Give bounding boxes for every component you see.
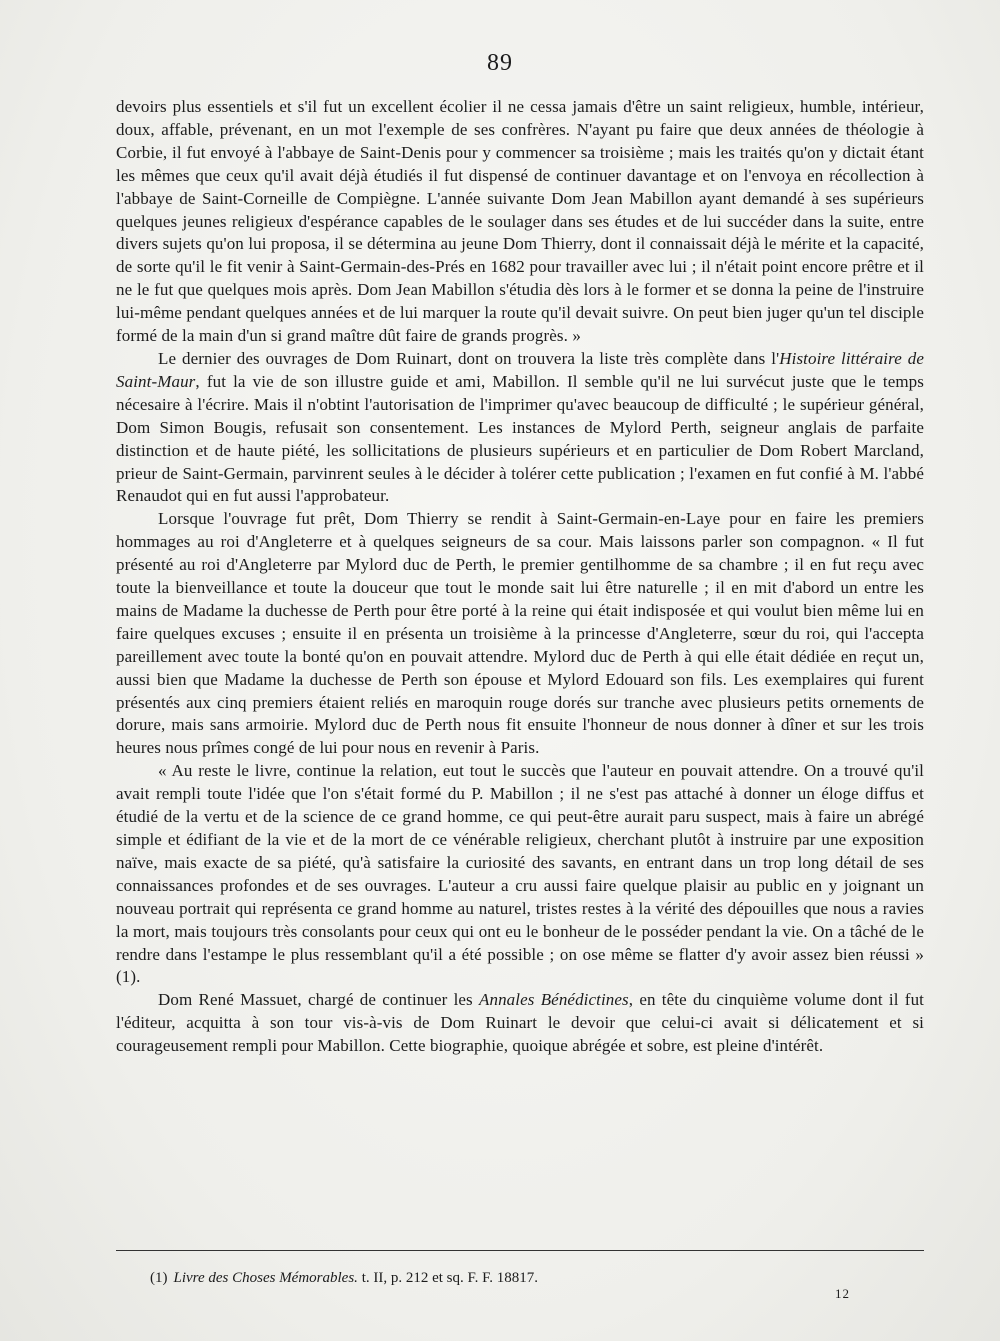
paragraph-text: « Au reste le livre, continue la relation, eut tout le succès que l'auteur en pouvait attendre. On a trouvé qu'il avait rempli toute l'idée que l'on s'était formé du P. Mabillon ; il ne s'est pas attaché à donner un éloge diffus et étudié de la vertu et de la science de ce grand homme, ce qui peut-être aurait paru suspect, mais à faire un abrégé simple et édifiant de la vie et de la mort de ce vénérable religieux, cherchant plutôt à instruire par une exposition naïve, mais exacte de sa piété, qu'à satisfaire la curiosité des savants, en entrant dans un trop long détail de ses connaissances profondes et de ses ouvrages. L'auteur a cru aussi faire quelque plaisir au public en y joignant un nouveau portrait qui représenta ce grand homme au naturel, tristes restes à la vérité des dépouilles que nous a ravies la mort, mais toujours très consolants pour ceux qui ont eu le bonheur de le posséder pendant la vie. On a tâché de le rendre dans l'estampe le plus ressemblant qu'il a été possible ; on ose même se flatter d'y avoir assez bien réussi » (1).: [116, 761, 924, 987]
paragraph-text: Le dernier des ouvrages de Dom Ruinart, dont on trouvera la liste très complète dans l': [158, 348, 780, 368]
paragraph-text: , en tête du cinquième volume dont il fut l'éditeur, acquitta à son tour vis-à-vis de Dom Ruinart le devoir que celui-ci avait si délicatement et si courageusement rempli pour Mabillon. Cette biographie, quoique abrégée et sobre, est pleine d'intérêt.: [116, 990, 924, 1056]
paragraph-2: [116, 348, 924, 508]
footnote-rule: [116, 1250, 924, 1251]
page-number: 89: [487, 50, 513, 76]
paragraph-4: [116, 760, 924, 989]
paragraph-3: [116, 508, 924, 760]
paragraph-5: [116, 989, 924, 1058]
footnote-reference: t. II, p. 212 et sq. F. F. 18817.: [357, 1270, 539, 1286]
paragraph-text: , fut la vie de son illustre guide et ami, Mabillon. Il semble qu'il ne lui survécut juste que le temps nécesaire à l'écrire. Mais il n'obtint l'autorisation de l'imprimer qu'avec beaucoup de difficulté ; le supérieur général, Dom Simon Bougis, refusait son consentement. Les instances de Mylord Perth, seigneur anglais de parfaite distinction et de haute piété, les sollicitations de plusieurs supérieurs et en particulier de Dom Robert Marcland, prieur de Saint-Germain, parvinrent seules à le décider à tolérer cette publication ; l'examen en fut confié à M. l'abbé Renaudot qui en fut aussi l'approbateur.: [116, 371, 924, 506]
book-title-histoire: Histoire littéraire de Saint-Maur: [116, 348, 924, 391]
paragraph-text: Dom René Massuet, chargé de continuer les: [158, 990, 479, 1010]
body-text: [116, 96, 924, 1058]
paragraph-text: Lorsque l'ouvrage fut prêt, Dom Thierry se rendit à Saint-Germain-en-Laye pour en faire les premiers hommages au roi d'Angleterre et à quelques seigneurs de sa cour. Mais laissons parler son compagnon. « Il fut présenté au roi d'Angleterre par Mylord duc de Perth, le premier gentilhomme de sa chambre ; il en fut reçu avec toute la bienveillance et toute la douceur que tout le monde sait lui être naturelle ; il en mit d'abord un entre les mains de Madame la duchesse de Perth pour être porté à la reine qui était indisposée et qui voulut bien même lui en faire quelques excuses ; ensuite il en présenta un troisième à la princesse d'Angleterre, sœur du roi, qui l'accepta pareillement avec toute la bonté qu'on en pouvait attendre. Mylord duc de Perth à qui elle était dédiée en reçut un, aussi bien que Madame la duchesse de Perth son épouse et Mylord Edouard son fils. Les exemplaires qui furent présentés aux cinq premiers étaient reliés en maroquin rouge dorés sur tranche avec plusieurs petits ornements de dorure, mais sans armoirie. Mylord duc de Perth nous fit ensuite l'honneur de nous donner à dîner et sur les trois heures nous prîmes congé de lui pour nous en revenir à Paris.: [116, 509, 924, 758]
footnote-title: Livre des Choses Mémorables.: [173, 1270, 358, 1286]
printer-signature: 12: [835, 1286, 850, 1301]
paragraph-text: devoirs plus essentiels et s'il fut un excellent écolier il ne cessa jamais d'être un saint religieux, humble, intérieur, doux, affable, prévenant, en un mot l'exemple de ses confrères. N'ayant pu faire que deux années de théologie à Corbie, il fut envoyé à l'abbaye de Saint-Denis pour y commencer sa troisième ; mais les traités qu'on y dictait étant les mêmes que ceux qu'il avait déjà étudiés il fut dispensé de continuer davantage et on l'envoya en récollection à l'abbaye de Saint-Corneille de Compiègne. L'année suivante Dom Jean Mabillon ayant demandé à ses supérieurs quelques jeunes religieux d'espérance capables de le soulager dans ses études et de lui succéder dans la suite, entre divers sujets qu'on lui proposa, il se détermina au jeune Dom Thierry, dont il connaissait déjà le mérite et la capacité, de sorte qu'il le fit venir à Saint-Germain-des-Prés en 1682 pour travailler avec lui ; il n'était point encore prêtre et il ne le fut que quelques mois après. Dom Jean Mabillon s'étudia dès lors à le former et se donna la peine de l'instruire lui-même pendant quelques années et de lui marquer la route qu'il devait suivre. On peut bien juger qu'un tel disciple formé de la main d'un si grand maître dût faire de grands progrès. »: [116, 97, 924, 346]
footnote-mark: (1): [150, 1270, 168, 1286]
paragraph-1: [116, 96, 924, 348]
book-title-annales: Annales Bénédictines: [479, 990, 629, 1010]
footnote: [150, 1268, 910, 1288]
